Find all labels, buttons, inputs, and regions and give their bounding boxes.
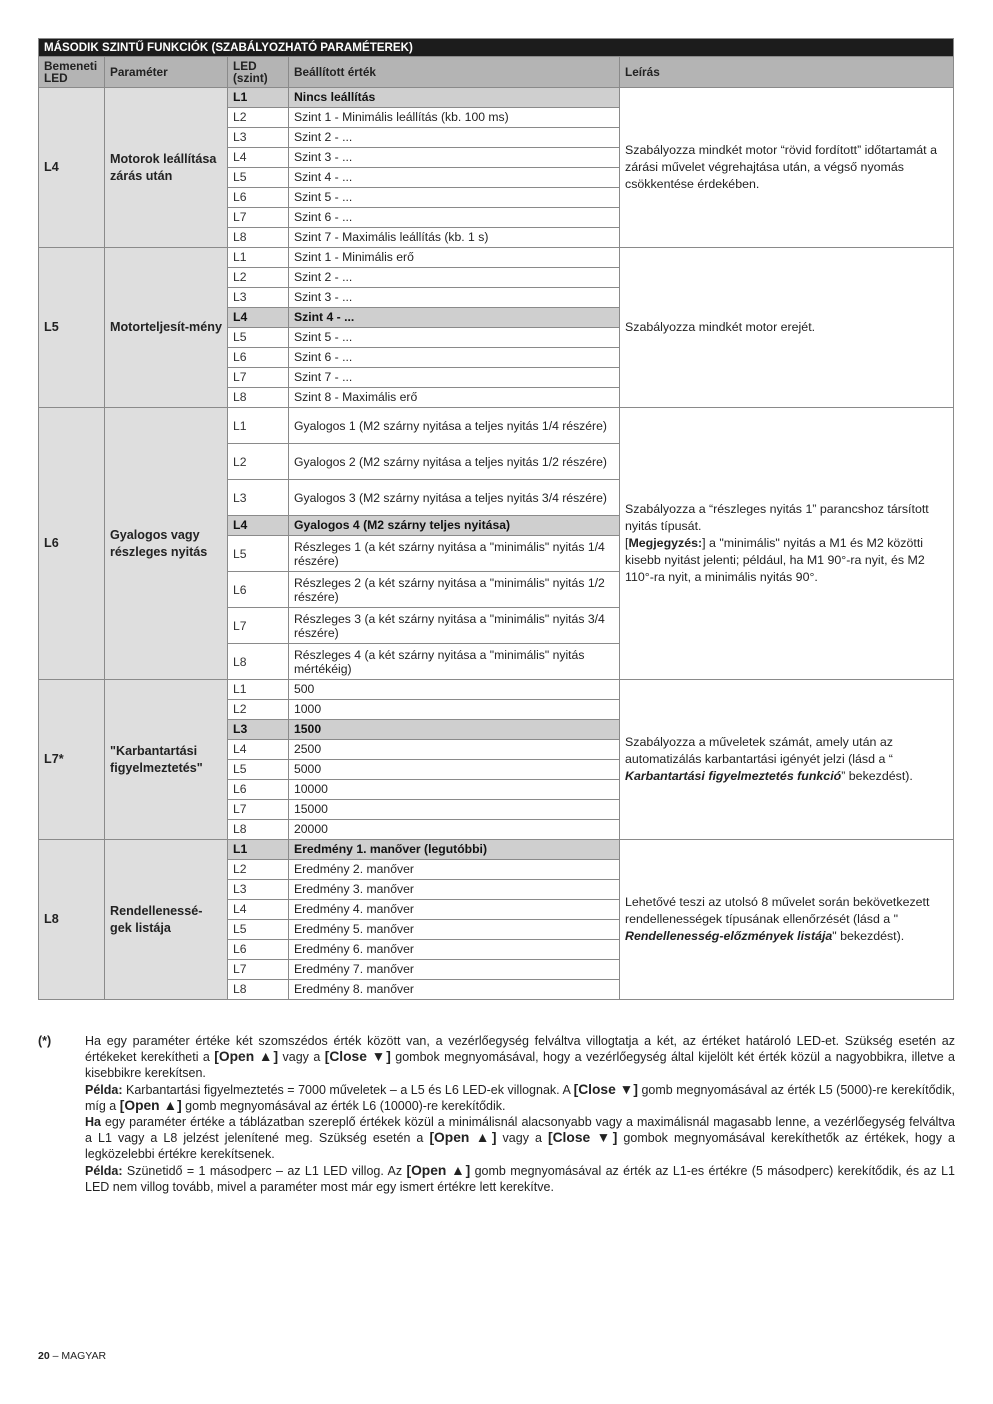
set-value-cell: Részleges 1 (a két szárny nyitása a "minimális" nyitás 1/4 részére) [289, 536, 620, 572]
table-row [39, 88, 954, 108]
footnote-text-segment: vagy a [496, 1131, 548, 1146]
led-level-cell: L4 [228, 308, 289, 328]
description-text: Szabályozza a műveletek számát, amely után az automatizálás karbantartási igényét jelzi (lásd a “ [625, 735, 893, 766]
led-level-cell: L6 [228, 780, 289, 800]
set-value-cell: Gyalogos 4 (M2 szárny teljes nyitása) [289, 516, 620, 536]
set-value-cell: 10000 [289, 780, 620, 800]
led-level-cell: L1 [228, 680, 289, 700]
led-level-cell: L2 [228, 860, 289, 880]
header-description: Leírás [620, 57, 954, 88]
table-row [39, 680, 954, 700]
description-text: ” bekezdést). [841, 769, 913, 783]
set-value-cell: Gyalogos 2 (M2 szárny nyitása a teljes nyitás 1/2 részére) [289, 444, 620, 480]
set-value-cell: 500 [289, 680, 620, 700]
footnote-text-segment: vagy a [278, 1050, 325, 1065]
set-value-cell: Eredmény 6. manőver [289, 940, 620, 960]
set-value-cell: Részleges 4 (a két szárny nyitása a "minimális" nyitás mértékéig) [289, 644, 620, 680]
description-text: Lehetővé teszi az utolsó 8 művelet során bekövetkezett rendellenességek típusának ellenőrzését (lásd a " [625, 895, 930, 926]
footer-separator: – [49, 1350, 62, 1362]
table-title-row [39, 39, 954, 57]
led-level-cell: L8 [228, 228, 289, 248]
description-text: ] a "minimális" nyitás a M1 és M2 közötti kisebb nyitást jelenti; például, ha M1 90°-ra nyit, és M2 110°-ra nyit, a minimális nyitás 90°. [625, 536, 925, 584]
set-value-cell: Szint 7 - Maximális leállítás (kb. 1 s) [289, 228, 620, 248]
description-cell [620, 248, 954, 408]
led-level-cell: L7 [228, 368, 289, 388]
set-value-cell: Gyalogos 3 (M2 szárny nyitása a teljes nyitás 3/4 részére) [289, 480, 620, 516]
set-value-cell: Eredmény 8. manőver [289, 980, 620, 1000]
led-level-cell: L6 [228, 572, 289, 608]
led-level-cell: L4 [228, 900, 289, 920]
parameter-cell: "Karbantartási figyelmeztetés" [105, 680, 228, 840]
led-level-cell: L7 [228, 608, 289, 644]
set-value-cell: Szint 5 - ... [289, 188, 620, 208]
footnote-paragraph [85, 1163, 955, 1195]
set-value-cell: 2500 [289, 740, 620, 760]
button-reference: [Open ▲] [406, 1162, 471, 1178]
footnote-text-segment: gomb megnyomásával az érték L5 (5000)-re kerekítődik, míg a [85, 1082, 955, 1113]
set-value-cell: Részleges 3 (a két szárny nyitása a "minimális" nyitás 3/4 részére) [289, 608, 620, 644]
footnote-text-segment: Karbantartási figyelmeztetés = 7000 műveletek – a L5 és L6 LED-ek villognak. A [122, 1082, 574, 1097]
footnote-text-segment: Szünetidő = 1 másodperc – az L1 LED villog. Az [122, 1163, 407, 1178]
led-level-cell: L6 [228, 348, 289, 368]
table-row [39, 248, 954, 268]
footnote-text-segment: egy paraméter értéke a táblázatban szereplő értékek közül a minimálisnál alacsonyabb vagy a maximálisnál magasabb lenne, a vezérlőegység felváltva a L1 vagy a L8 jelzést jelenítené meg. Szükség esetén a [85, 1115, 955, 1146]
parameters-table [38, 38, 954, 1000]
description-cell [620, 88, 954, 248]
button-reference: [Open ▲] [214, 1049, 279, 1065]
footnote-text-segment: gomb megnyomásával az érték L6 (10000)-re kerekítődik. [181, 1098, 506, 1113]
set-value-cell: 5000 [289, 760, 620, 780]
set-value-cell: Eredmény 7. manőver [289, 960, 620, 980]
table-header-row [39, 57, 954, 88]
description-text: Szabályozza mindkét motor “rövid fordított” időtartamát a zárási művelet végrehajtása után, a végső nyomás csökkentése érdekében. [625, 143, 937, 191]
led-level-cell: L8 [228, 644, 289, 680]
set-value-cell: Szint 3 - ... [289, 288, 620, 308]
button-reference: [Close ▼] [573, 1081, 638, 1097]
set-value-cell: Nincs leállítás [289, 88, 620, 108]
parameter-cell: Motorteljesít-mény [105, 248, 228, 408]
set-value-cell: 15000 [289, 800, 620, 820]
footnote-paragraph [85, 1033, 955, 1082]
led-level-cell: L5 [228, 760, 289, 780]
set-value-cell: Szint 4 - ... [289, 168, 620, 188]
led-level-cell: L5 [228, 328, 289, 348]
led-level-cell: L3 [228, 480, 289, 516]
led-level-cell: L5 [228, 920, 289, 940]
button-reference: [Open ▲] [429, 1130, 497, 1146]
led-level-cell: L1 [228, 840, 289, 860]
led-level-cell: L6 [228, 940, 289, 960]
footnote-text-segment: gombok megnyomásával kerekíthetők az értékek, hogy a legközelebbi értékre kerekítsenek. [85, 1131, 955, 1162]
button-reference: [Open ▲] [119, 1097, 182, 1113]
set-value-cell: Szint 6 - ... [289, 208, 620, 228]
led-level-cell: L8 [228, 820, 289, 840]
footnote-text-segment: gomb megnyomásával az érték az L1-es értékre (5 másodperc) kerekítődik, és az L1 LED nem villog tovább, mivel a paraméter most már egy ismert értékre lett kerekítve. [85, 1163, 955, 1194]
led-level-cell: L2 [228, 700, 289, 720]
parameter-cell: Rendellenessé-gek listája [105, 840, 228, 1000]
led-level-cell: L3 [228, 880, 289, 900]
set-value-cell: Részleges 2 (a két szárny nyitása a "minimális" nyitás 1/2 részére) [289, 572, 620, 608]
description-text: Karbantartási figyelmeztetés funkció [625, 769, 842, 783]
led-level-cell: L4 [228, 740, 289, 760]
led-level-cell: L7 [228, 800, 289, 820]
parameter-cell: Gyalogos vagy részleges nyitás [105, 408, 228, 680]
input-led-cell: L4 [39, 88, 105, 248]
description-text: Megjegyzés: [628, 536, 703, 550]
set-value-cell: Eredmény 5. manőver [289, 920, 620, 940]
footnote-text-segment: gombok megnyomásával, hogy a vezérlőegység által kijelölt két érték közül a nagyobbikra, illetve a kisebbikre kerekítsen. [85, 1050, 956, 1081]
button-reference: [Close ▼] [548, 1130, 618, 1146]
led-level-cell: L1 [228, 408, 289, 444]
description-cell [620, 408, 954, 680]
table-title: MÁSODIK SZINTŰ FUNKCIÓK (SZABÁLYOZHATÓ PARAMÉTEREK) [39, 39, 954, 57]
set-value-cell: Gyalogos 1 (M2 szárny nyitása a teljes nyitás 1/4 részére) [289, 408, 620, 444]
set-value-cell: 1000 [289, 700, 620, 720]
input-led-cell: L6 [39, 408, 105, 680]
table-row [39, 408, 954, 444]
parameter-cell: Motorok leállítása zárás után [105, 88, 228, 248]
set-value-cell: Szint 5 - ... [289, 328, 620, 348]
footer-language: MAGYAR [61, 1350, 107, 1362]
page-number: 20 [38, 1350, 50, 1362]
input-led-cell: L7* [39, 680, 105, 840]
footnote-text-segment: Ha [85, 1115, 101, 1130]
led-level-cell: L2 [228, 108, 289, 128]
led-level-cell: L5 [228, 536, 289, 572]
led-level-cell: L7 [228, 960, 289, 980]
led-level-cell: L1 [228, 88, 289, 108]
led-level-cell: L4 [228, 516, 289, 536]
set-value-cell: Szint 6 - ... [289, 348, 620, 368]
led-level-cell: L1 [228, 248, 289, 268]
led-level-cell: L3 [228, 720, 289, 740]
input-led-cell: L5 [39, 248, 105, 408]
description-text: Szabályozza a “részleges nyitás 1” parancshoz társított nyitás típusát. [625, 502, 929, 533]
header-input-led: Bemeneti LED [39, 57, 105, 88]
led-level-cell: L5 [228, 168, 289, 188]
led-level-cell: L3 [228, 288, 289, 308]
description-text: Rendellenesség-előzmények listája [625, 929, 833, 943]
set-value-cell: 20000 [289, 820, 620, 840]
table-row [39, 840, 954, 860]
set-value-cell: Szint 3 - ... [289, 148, 620, 168]
led-level-cell: L3 [228, 128, 289, 148]
led-level-cell: L4 [228, 148, 289, 168]
footnotes [38, 1033, 955, 1195]
set-value-cell: Eredmény 3. manőver [289, 880, 620, 900]
set-value-cell: 1500 [289, 720, 620, 740]
led-level-cell: L6 [228, 188, 289, 208]
set-value-cell: Eredmény 4. manőver [289, 900, 620, 920]
set-value-cell: Szint 2 - ... [289, 268, 620, 288]
header-set-value: Beállított érték [289, 57, 620, 88]
description-cell [620, 680, 954, 840]
set-value-cell: Szint 1 - Minimális erő [289, 248, 620, 268]
set-value-cell: Eredmény 2. manőver [289, 860, 620, 880]
header-parameter: Paraméter [105, 57, 228, 88]
led-level-cell: L2 [228, 444, 289, 480]
button-reference: [Close ▼] [324, 1049, 391, 1065]
set-value-cell: Szint 8 - Maximális erő [289, 388, 620, 408]
footnote-marker: (*) [38, 1034, 52, 1048]
description-text: Szabályozza mindkét motor erejét. [625, 320, 816, 334]
footnote-text [85, 1033, 955, 1195]
led-level-cell: L7 [228, 208, 289, 228]
footnote-text-segment: Példa: [85, 1082, 123, 1097]
set-value-cell: Szint 2 - ... [289, 128, 620, 148]
description-cell [620, 840, 954, 1000]
description-text: " bekezdést). [832, 929, 905, 943]
footnote-text-segment: Ha egy paraméter értéke két szomszédos érték között van, a vezérlőegység felváltva villogtatja a két, az értéket határoló LED-et. Szükség esetén az értékeket kerekítheti a [85, 1034, 955, 1065]
footnote-text-segment: Példa: [85, 1163, 123, 1178]
led-level-cell: L8 [228, 980, 289, 1000]
led-level-cell: L8 [228, 388, 289, 408]
led-level-cell: L2 [228, 268, 289, 288]
footnote-paragraph [85, 1114, 955, 1163]
footnote-paragraph [85, 1082, 955, 1114]
input-led-cell: L8 [39, 840, 105, 1000]
page-footer [38, 1350, 106, 1362]
set-value-cell: Szint 7 - ... [289, 368, 620, 388]
set-value-cell: Eredmény 1. manőver (legutóbbi) [289, 840, 620, 860]
header-led-level: LED (szint) [228, 57, 289, 88]
set-value-cell: Szint 1 - Minimális leállítás (kb. 100 ms) [289, 108, 620, 128]
set-value-cell: Szint 4 - ... [289, 308, 620, 328]
description-text: [ [625, 536, 629, 550]
